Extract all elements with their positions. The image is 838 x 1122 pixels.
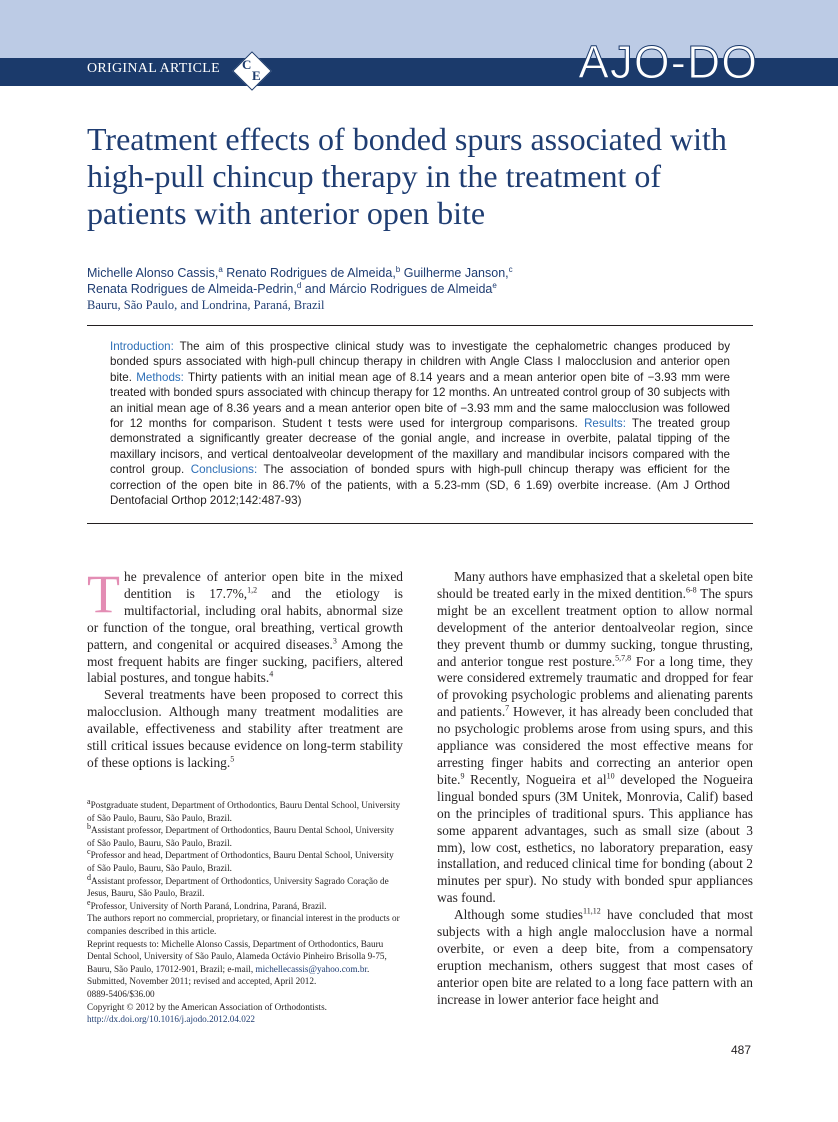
body-left-column xyxy=(87,564,404,772)
author-sup: b xyxy=(395,264,401,274)
body-text: have concluded that most subjects with a high angle malocclusion have a normal overbite, or even a deep bite, from a compensatory eruption mechanism, others suggest that most cases of anterior open bite are related to a long face pattern with an increase in lower anterior face height and xyxy=(437,907,753,1007)
body-text: and the etiology is multifactorial, including oral habits, abnormal size or function of the tongue, oral breathing, vertical growth pattern, and congenital or acquired diseases. xyxy=(87,585,404,652)
body-text: Among the most frequent habits are finger sucking, pacifiers, altered labial postures, and tongue habits. xyxy=(87,636,403,686)
body-paragraph xyxy=(437,907,753,1008)
citation: 5,7,8 xyxy=(615,653,632,663)
author-affiliation: Bauru, São Paulo, and Londrina, Paraná, Brazil xyxy=(87,298,325,312)
submission-dates: Submitted, November 2011; revised and accepted, April 2012. xyxy=(87,976,317,987)
page-number: 487 xyxy=(731,1043,752,1057)
copyright: Copyright © 2012 by the American Association of Orthodontists. xyxy=(87,1001,327,1012)
abstract-conclusions: The association of bonded spurs with high-pull chincup therapy was efficient for the correction of the open bite in 86.7% of the patients, with a 5.23-mm (SD, 6 1.69) overbite increase. (Am J Orthod Dentofacial Orthop 2012;142:487-93) xyxy=(110,463,730,508)
reprint-text: Reprint requests to: Michelle Alonso Cassis, Department of Orthodontics, Bauru Dental School, University of São Paulo, Alameda Octávio Pinheiro Brisolla 9-75, Bauru, São Paulo, 17012-901, Brazil; e-mail, xyxy=(87,938,387,974)
body-text: he prevalence of anterior open bite in the mixed dentition is 17.7%, xyxy=(124,569,403,601)
citation: 9 xyxy=(460,771,465,781)
body-text: developed the Nogueira lingual bonded spurs (3M Unitek, Monrovia, Calif) based on the principles of traditional spurs. This appliance has some apparent advantages, such as small size (about 3 mm), low cost, esthetics, no laboratory preparation, easy installation, and reduced clinical time for bonding (about 2 minutes per spur). No study with bonded spur appliances was found. xyxy=(437,771,753,906)
footnote-mark: a xyxy=(87,796,91,806)
citation: 3 xyxy=(332,636,337,646)
author-name: Renata Rodrigues de Almeida-Pedrin, xyxy=(87,282,297,296)
citation: 7 xyxy=(505,703,510,713)
issn-price: 0889-5406/$36.00 xyxy=(87,988,155,999)
abstract-heading-methods: Methods: xyxy=(136,370,184,384)
footnote xyxy=(87,796,403,824)
author-sup: e xyxy=(492,280,497,290)
abstract-introduction: The aim of this prospective clinical study was to investigate the cephalometric changes produced by bonded spurs associated with high-pull chincup therapy in children with Angle Class I malocclusion and anterior open bite. xyxy=(110,340,730,384)
footnote-text: Professor, University of North Paraná, Londrina, Paraná, Brazil. xyxy=(90,900,327,911)
citation: 4 xyxy=(269,669,274,679)
reprint-note xyxy=(87,938,403,976)
footnote-text: Assistant professor, Department of Orthodontics, Bauru Dental School, University of São Paulo, Bauru, São Paulo, Brazil. xyxy=(87,825,395,848)
footnote-mark: e xyxy=(87,897,91,907)
abstract-heading-conclusions: Conclusions: xyxy=(190,463,258,477)
abstract-results: The treated group demonstrated a significantly greater decrease of the gonial angle, and increase in overbite, palatal tipping of the maxillary incisors, and vertical dentoalveolar development of the maxillary and mandibular incisors compared with the control group. xyxy=(110,417,730,477)
footnote xyxy=(87,849,403,874)
author-list xyxy=(87,265,767,313)
footnote xyxy=(87,897,403,913)
footnote-mark: c xyxy=(87,847,91,857)
disclosure-note: The authors report no commercial, proprietary, or financial interest in the products or companies described in this article. xyxy=(87,913,400,936)
body-paragraph xyxy=(87,687,403,772)
doi-link[interactable]: http://dx.doi.org/10.1016/j.ajodo.2012.04.022 xyxy=(87,1014,256,1025)
abstract-methods: Thirty patients with an initial mean age of 8.14 years and a mean anterior open bite of −3.93 mm were treated with bonded spurs associated with chincup therapy for 12 months. An untreated control group of 30 subjects with an initial mean age of 8.36 years and a mean anterior open bite of −3.93 mm and the same malocclusion was followed for 12 months for comparison. Student t tests were used for intergroup comparisons. xyxy=(110,370,731,431)
drop-cap: T xyxy=(87,564,120,624)
author-name: Michelle Alonso Cassis, xyxy=(87,266,219,280)
body-paragraph xyxy=(87,564,404,687)
email-link[interactable]: michellecassis@yahoo.com.br xyxy=(255,963,367,974)
body-text: Although some studies xyxy=(454,907,583,923)
reprint-text-end: . xyxy=(366,963,370,974)
body-paragraph xyxy=(437,569,753,907)
author-name: and Márcio Rodrigues de Almeida xyxy=(301,282,493,296)
citation: 5 xyxy=(230,754,235,764)
footnote-mark: d xyxy=(87,872,91,882)
footnote-text: Assistant professor, Department of Orthodontics, University Sagrado Coração de Jesus, Bauru, São Paulo, Brazil. xyxy=(87,875,389,899)
citation: 10 xyxy=(606,771,615,781)
article-title: Treatment effects of bonded spurs associated with high-pull chincup therapy in the treatment of patients with anterior open bite xyxy=(87,121,727,231)
author-name: Guilherme Janson, xyxy=(400,266,509,280)
author-sup: d xyxy=(296,280,302,290)
ce-badge-e: E xyxy=(252,68,261,83)
body-text: For a long time, they were considered extremely traumatic and dropped for fear of provoking psychologic problems and alienating parents and patients. xyxy=(437,653,753,720)
author-sup: c xyxy=(508,264,513,274)
author-name: Renato Rodrigues de Almeida, xyxy=(222,266,396,280)
abstract xyxy=(110,339,730,508)
citation: 11,12 xyxy=(583,906,601,916)
body-right-column xyxy=(437,569,753,1009)
footnote xyxy=(87,872,403,900)
abstract-top-rule xyxy=(87,325,753,326)
footnotes xyxy=(87,796,403,1026)
body-text: Recently, Nogueira et al xyxy=(464,771,607,787)
ce-badge-icon xyxy=(233,52,271,90)
abstract-bottom-rule xyxy=(87,523,753,524)
footnote xyxy=(87,824,403,849)
body-text: Several treatments have been proposed to correct this malocclusion. Although many treatment modalities are available, effectiveness and stability after treatment are still critical issues because evidence on long-term stability of these options is lacking. xyxy=(87,687,403,770)
body-text: However, it has already been concluded that no psychologic problems arose from using spurs, and this appliance was considered the most effective means for arresting finger habits and correcting an anterior open bite. xyxy=(437,704,753,787)
footnote-text: Professor and head, Department of Orthodontics, Bauru Dental School, University of São Paulo, Bauru, São Paulo, Brazil. xyxy=(87,850,394,873)
article-type-label: ORIGINAL ARTICLE xyxy=(87,61,220,76)
citation: 6-8 xyxy=(685,585,697,595)
ce-badge-c: C xyxy=(242,57,252,72)
body-text: The spurs might be an excellent treatment option to allow normal development of the anterior dentoalveolar region, since they prevent thumb or dummy sucking, tongue thrusting, and anterior tongue rest posture. xyxy=(437,585,754,669)
abstract-heading-results: Results: xyxy=(584,417,626,431)
footnote-mark: b xyxy=(87,822,91,832)
abstract-heading-introduction: Introduction: xyxy=(110,340,174,353)
author-sup: a xyxy=(218,264,223,274)
citation: 1,2 xyxy=(247,585,258,595)
journal-logo: AJO-DO xyxy=(578,36,758,88)
footnote-text: Postgraduate student, Department of Orthodontics, Bauru Dental School, University of São Paulo, Bauru, São Paulo, Brazil. xyxy=(87,800,401,823)
body-text: Many authors have emphasized that a skeletal open bite should be treated early in the mixed dentition. xyxy=(437,569,753,601)
